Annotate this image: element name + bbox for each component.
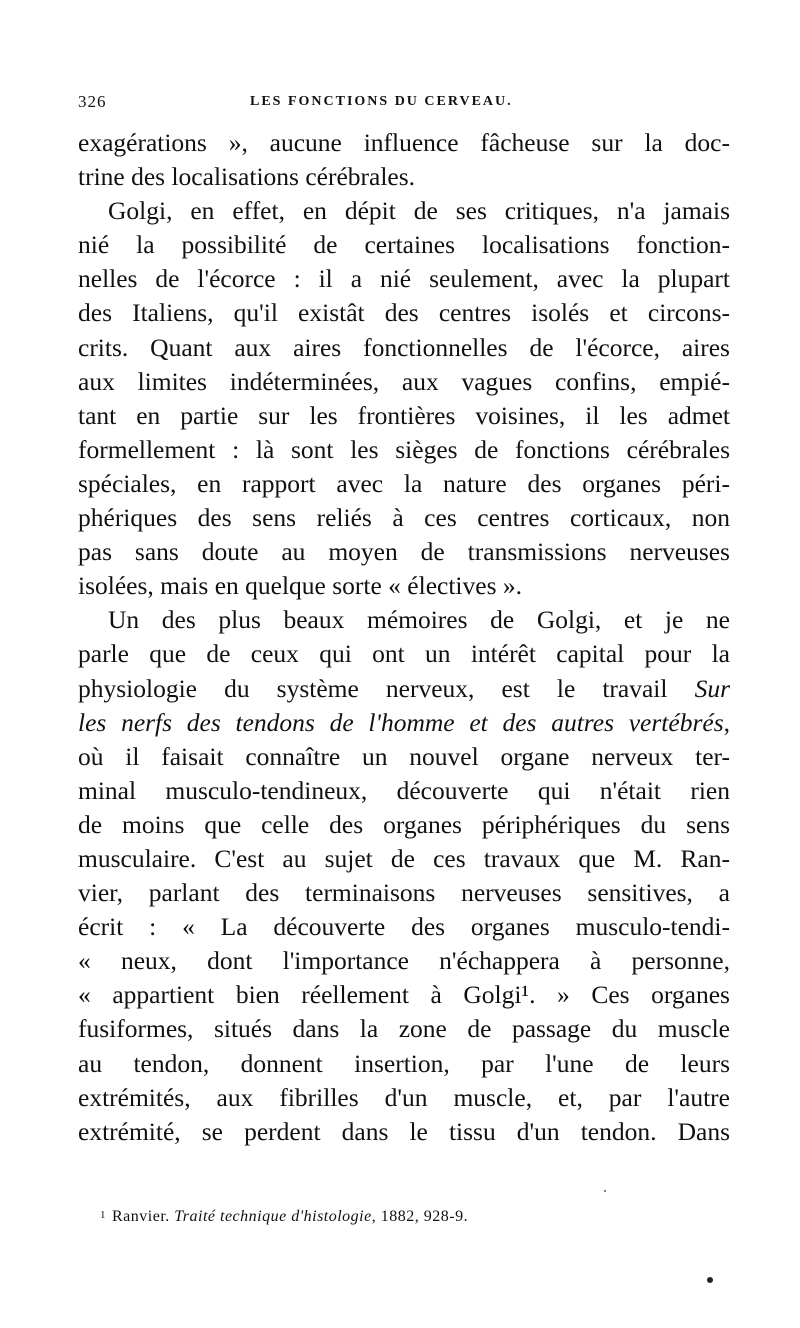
text-line: tant en partie sur les frontières voisines, il les admet bbox=[78, 400, 730, 430]
footnote-mark: 1 bbox=[100, 1209, 106, 1221]
footnote-title: Traité technique d'histologie bbox=[174, 1208, 372, 1225]
text-line: vier, parlant des terminaisons nerveuses sensitives, a bbox=[78, 878, 730, 908]
text-line bbox=[78, 672, 730, 706]
text-line: pas sans doute au moyen de transmissions nerveuses bbox=[78, 537, 730, 567]
text-line: aux limites indéterminées, aux vagues confins, empié- bbox=[78, 366, 730, 396]
footnote-author: Ranvier. bbox=[112, 1208, 170, 1225]
text-line: des Italiens, qu'il existât des centres isolés et circons- bbox=[78, 298, 730, 328]
text-line: formellement : là sont les sièges de fonctions cérébrales bbox=[78, 434, 730, 464]
text-line: extrémité, se perdent dans le tissu d'un tendon. Dans bbox=[78, 1116, 730, 1146]
text-line: nié la possibilité de certaines localisations fonction- bbox=[78, 230, 730, 260]
text-line: minal musculo-tendineux, découverte qui n'était rien bbox=[78, 775, 730, 805]
text-line: Un des plus beaux mémoires de Golgi, et je ne bbox=[108, 605, 730, 635]
text-line: Golgi, en effet, en dépit de ses critiques, n'a jamais bbox=[108, 196, 730, 226]
text-line: « neux, dont l'importance n'échappera à personne, bbox=[78, 946, 730, 976]
running-head bbox=[78, 92, 730, 112]
italic-title: les nerfs des tendons de l'homme et des autres vertébrés bbox=[78, 707, 724, 737]
text-line: « appartient bien réellement à Golgi¹. » Ces organes bbox=[78, 980, 730, 1010]
text-line bbox=[78, 706, 730, 740]
text-line: phériques des sens reliés à ces centres corticaux, non bbox=[78, 503, 730, 533]
text-line: au tendon, donnent insertion, par l'une de leurs bbox=[78, 1048, 730, 1078]
body-text bbox=[78, 126, 730, 1149]
text-line: extrémités, aux fibrilles d'un muscle, et, par l'autre bbox=[78, 1082, 730, 1112]
print-speck bbox=[707, 1277, 713, 1283]
text-line: parle que de ceux qui ont un intérêt capital pour la bbox=[78, 639, 730, 669]
footnote-details: , 1882, 928-9. bbox=[371, 1208, 469, 1225]
footnote bbox=[100, 1208, 720, 1226]
print-speck bbox=[604, 1190, 606, 1192]
text-line: spéciales, en rapport avec la nature des organes péri- bbox=[78, 468, 730, 498]
text-line: où il faisait connaître un nouvel organe nerveux ter- bbox=[78, 741, 730, 771]
text-line: de moins que celle des organes périphériques du sens bbox=[78, 809, 730, 839]
running-title: LES FONCTIONS DU CERVEAU. bbox=[250, 94, 513, 109]
text-line: nelles de l'écorce : il a nié seulement, avec la plupart bbox=[78, 264, 730, 294]
text-line: fusiformes, situés dans la zone de passage du muscle bbox=[78, 1014, 730, 1044]
text-line: musculaire. C'est au sujet de ces travaux que M. Ran- bbox=[78, 843, 730, 873]
text-line: crits. Quant aux aires fonctionnelles de l'écorce, aires bbox=[78, 332, 730, 362]
text-line: écrit : « La découverte des organes musculo-tendi- bbox=[78, 912, 730, 942]
italic-title: Sur bbox=[694, 673, 730, 703]
text-line: exagérations », aucune influence fâcheuse sur la doc- bbox=[78, 128, 730, 157]
text-line: isolées, mais en quelque sorte « électives ». bbox=[78, 571, 522, 601]
page-number: 326 bbox=[78, 92, 107, 111]
text-run: physiologie du système nerveux, est le travail bbox=[78, 673, 695, 703]
text-line: trine des localisations cérébrales. bbox=[78, 162, 416, 192]
text-run: , bbox=[723, 707, 730, 737]
